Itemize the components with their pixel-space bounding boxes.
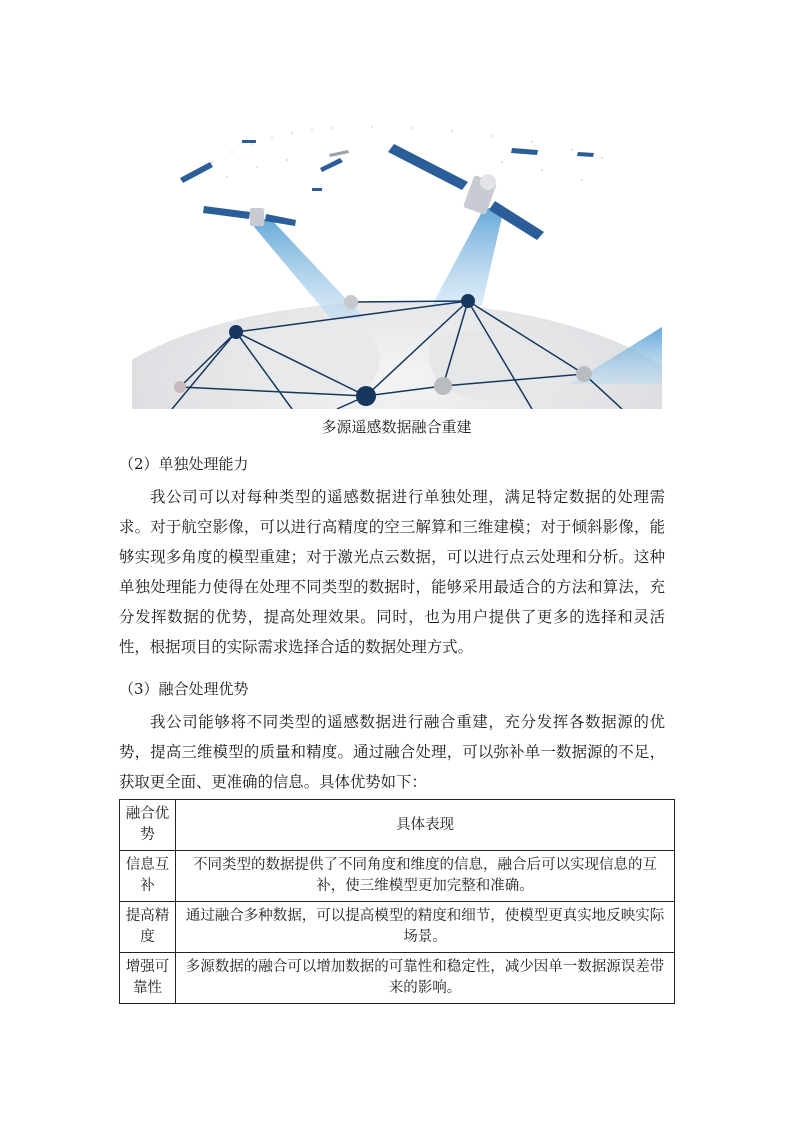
table-cell-description: 不同类型的数据提供了不同角度和维度的信息，融合后可以实现信息的互补，使三维模型更加完整和准确。 xyxy=(176,851,675,902)
table-cell-advantage: 增强可靠性 xyxy=(120,953,176,1004)
table-cell-advantage: 信息互补 xyxy=(120,851,176,902)
satellite-figure xyxy=(132,122,662,409)
figure-caption: 多源遥感数据融合重建 xyxy=(321,418,472,436)
table-cell-description: 通过融合多种数据，可以提高模型的精度和细节，使模型更真实地反映实际场景。 xyxy=(176,902,675,953)
section-heading-standalone: （2）单独处理能力 xyxy=(119,455,249,473)
paragraph-fusion-processing: 我公司能够将不同类型的遥感数据进行融合重建，充分发挥各数据源的优势，提高三维模型的质量和精度。通过融合处理，可以弥补单一数据源的不足，获取更全面、更准确的信息。具体优势如下： xyxy=(119,713,665,791)
table-row xyxy=(120,902,675,953)
satellite-network-illustration xyxy=(132,122,662,409)
table-row xyxy=(120,953,675,1004)
table-cell-description: 多源数据的融合可以增加数据的可靠性和稳定性，减少因单一数据源误差带来的影响。 xyxy=(176,953,675,1004)
table-header-cell: 具体表现 xyxy=(176,800,675,851)
fusion-advantages-table xyxy=(119,799,675,1004)
table-cell-advantage: 提高精度 xyxy=(120,902,176,953)
paragraph-standalone-processing: 我公司可以对每种类型的遥感数据进行单独处理，满足特定数据的处理需求。对于航空影像，可以进行高精度的空三解算和三维建模；对于倾斜影像，能够实现多角度的模型重建；对于激光点云数据，可以进行点云处理和分析。这种单独处理能力使得在处理不同类型的数据时，能够采用最适合的方法和算法，充分发挥数据的优势，提高处理效果。同时，也为用户提供了更多的选择和灵活性，根据项目的实际需求选择合适的数据处理方式。 xyxy=(119,488,665,656)
table-row xyxy=(120,851,675,902)
section-heading-fusion: （3）融合处理优势 xyxy=(119,680,249,698)
table-header-row xyxy=(120,800,675,851)
table-header-cell: 融合优势 xyxy=(120,800,176,851)
